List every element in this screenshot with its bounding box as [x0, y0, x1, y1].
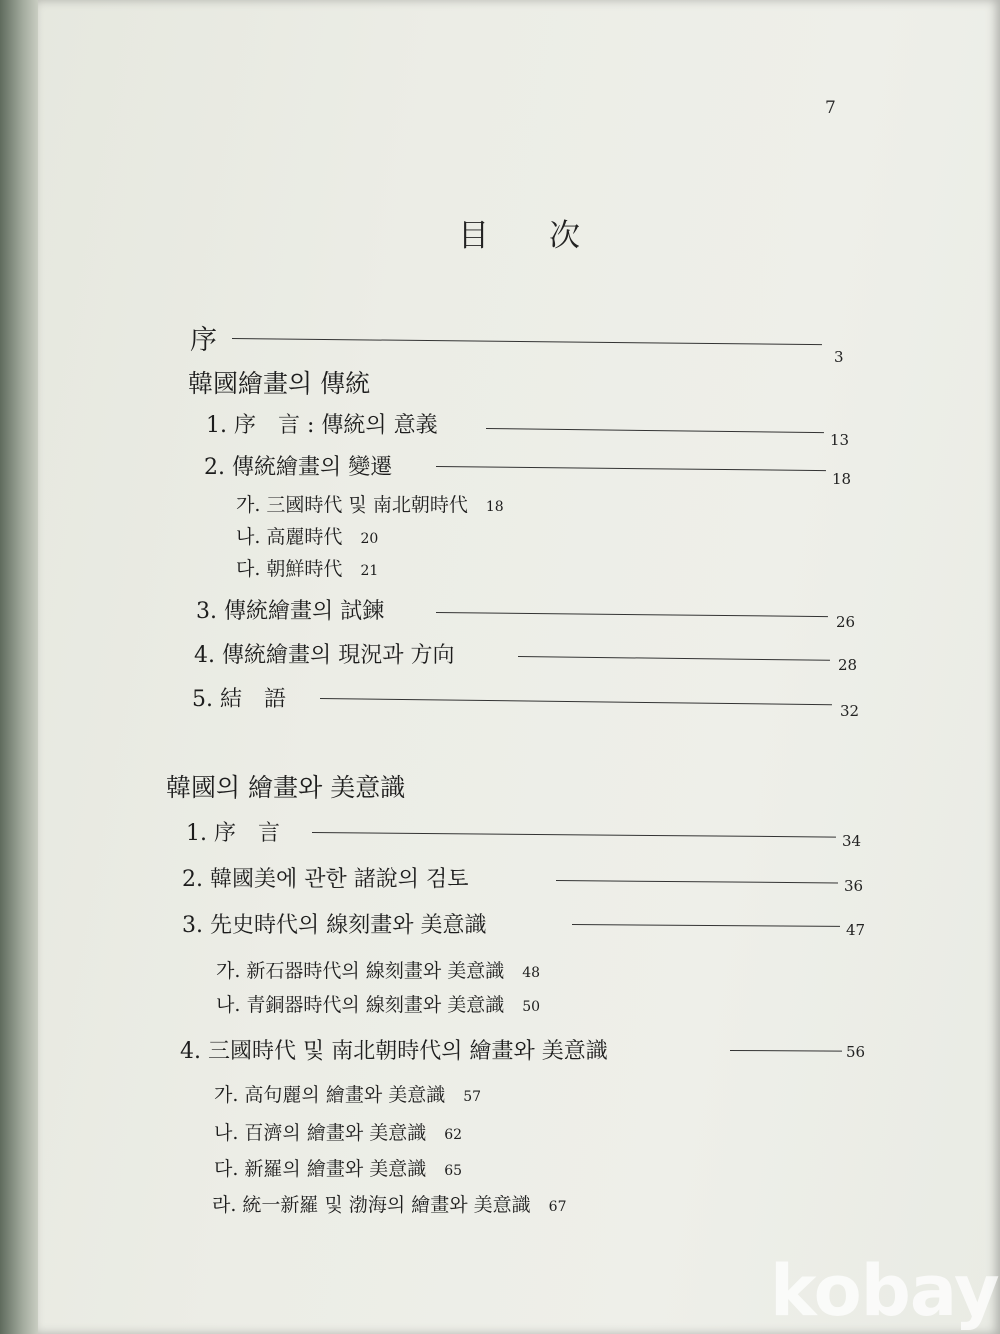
- kobay-watermark: kobay: [770, 1250, 999, 1332]
- toc-entry: 1. 序 言 : 傳統의 意義: [206, 413, 438, 438]
- toc-sub-label: 나. 青銅器時代의 線刻畫와 美意識: [216, 994, 505, 1016]
- toc-part-title: 韓國의 繪畫와 美意識: [166, 773, 406, 802]
- toc-entry: 2. 傳統繪畫의 變遷: [204, 455, 393, 480]
- toc-page-number: 65: [444, 1163, 463, 1179]
- toc-sub-entry: [214, 1118, 462, 1145]
- toc-entry: 3. 先史時代의 線刻畫와 美意識: [182, 913, 487, 938]
- toc-sub-label: 라. 統一新羅 및 渤海의 繪畫와 美意識: [212, 1194, 531, 1216]
- toc-page-number: 18: [832, 470, 852, 488]
- toc-page-number: 62: [444, 1127, 463, 1143]
- toc-entry: 4. 傳統繪畫의 現況과 方向: [194, 643, 455, 668]
- toc-entry: 4. 三國時代 및 南北朝時代의 繪畫와 美意識: [180, 1039, 608, 1064]
- toc-sub-label: 가. 高句麗의 繪畫와 美意識: [214, 1084, 446, 1106]
- toc-page-number: 3: [834, 348, 844, 366]
- toc-page-number: 50: [522, 999, 541, 1015]
- toc-entry: 1. 序 言: [186, 821, 280, 846]
- toc-entry: 3. 傳統繪畫의 試鍊: [196, 599, 385, 624]
- toc-title-char-1: 目: [458, 218, 491, 254]
- toc-part-title: 韓國繪畫의 傳統: [188, 369, 371, 398]
- toc-title: [458, 210, 582, 255]
- toc-sub-entry: [212, 1190, 566, 1217]
- toc-page-number: 56: [846, 1043, 866, 1061]
- toc-title-char-2: 次: [549, 218, 582, 254]
- book-gutter-edge: [0, 0, 38, 1334]
- toc-sub-label: 다. 朝鮮時代: [236, 558, 343, 580]
- toc-page-number: 18: [485, 499, 504, 515]
- toc-page-number: 48: [522, 965, 541, 981]
- toc-page-number: 36: [844, 877, 864, 895]
- toc-sub-entry: [236, 522, 378, 549]
- toc-sub-label: 나. 高麗時代: [236, 526, 343, 548]
- toc-page-number: 20: [360, 531, 379, 547]
- toc-page-number: 67: [548, 1199, 567, 1215]
- toc-page-number: 21: [360, 563, 379, 579]
- toc-page-number: 26: [836, 613, 856, 631]
- toc-page-number: 28: [838, 656, 858, 674]
- toc-entry: 5. 結 語: [192, 687, 286, 712]
- toc-page-number: 13: [830, 431, 850, 449]
- page-number: 7: [825, 98, 836, 118]
- toc-sub-label: 가. 新石器時代의 線刻畫와 美意識: [216, 960, 505, 982]
- toc-sub-entry: [236, 554, 378, 581]
- toc-sub-label: 가. 三國時代 및 南北朝時代: [236, 494, 468, 516]
- toc-page-number: 32: [840, 702, 860, 720]
- toc-sub-label: 나. 百濟의 繪畫와 美意識: [214, 1122, 427, 1144]
- toc-sub-label: 다. 新羅의 繪畫와 美意識: [214, 1158, 427, 1180]
- toc-sub-entry: [216, 990, 540, 1017]
- toc-page-number: 47: [846, 921, 866, 939]
- toc-entry-preface: 序: [190, 325, 217, 356]
- toc-sub-entry: [214, 1154, 462, 1181]
- toc-sub-entry: [216, 956, 540, 983]
- toc-sub-entry: [214, 1080, 481, 1107]
- toc-page-number: 57: [463, 1089, 482, 1105]
- toc-sub-entry: [236, 490, 504, 517]
- toc-page-number: 34: [842, 832, 862, 850]
- toc-entry: 2. 韓國美에 관한 諸說의 검토: [182, 867, 469, 892]
